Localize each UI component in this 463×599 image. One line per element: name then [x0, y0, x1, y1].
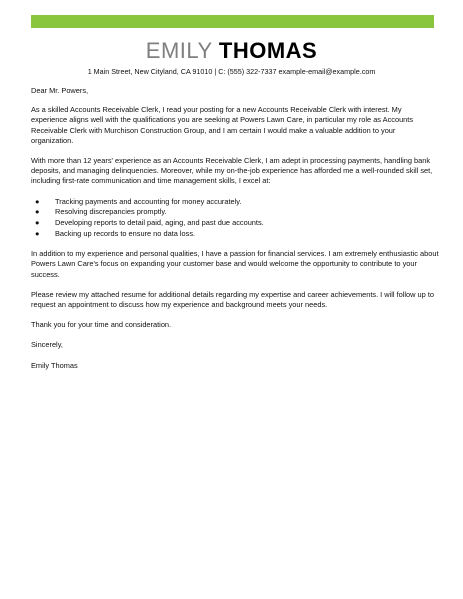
list-item-text: Backing up records to ensure no data loss. — [55, 229, 196, 239]
skills-list — [31, 197, 439, 240]
paragraph-follow-up: Please review my attached resume for additional details regarding my expertise and career achievements. I will follow up to request an appointment to discuss how my experience and background meets your needs. — [31, 289, 434, 310]
list-item — [31, 218, 439, 228]
closing: Sincerely, — [31, 340, 63, 350]
bullet-icon: ● — [35, 207, 40, 217]
list-item — [31, 229, 439, 239]
letter-body — [31, 86, 439, 381]
bullet-icon: ● — [35, 218, 40, 228]
list-item-text: Developing reports to detail paid, aging, and past due accounts. — [55, 218, 264, 228]
list-item — [31, 207, 439, 217]
contact-info: 1 Main Street, New Cityland, CA 91010 | C: (555) 322-7337 example-email@example.com — [87, 67, 376, 76]
bullet-icon: ● — [35, 196, 40, 206]
first-name: EMILY — [145, 38, 213, 63]
paragraph-experience: With more than 12 years' experience as an Accounts Receivable Clerk, I am adept in processing payments, handling bank deposits, and managing delinquencies. Moreover, while my on-the-job experience has afforded me a well-rounded skill set, including first-rate communication and time management skills, I excel at: — [31, 156, 433, 186]
last-name: THOMAS — [218, 38, 318, 63]
list-item — [31, 197, 439, 207]
paragraph-thanks: Thank you for your time and consideration. — [31, 320, 172, 330]
paragraph-intro: As a skilled Accounts Receivable Clerk, I read your posting for a new Accounts Receivable Clerk with interest. My experience aligns well with the qualifications you are seeking at Powers Lawn Care, in particular my role as Accounts Receivable Clerk with Murchison Construction Group, and I am certain I would make a valuable addition to your organization. — [31, 105, 414, 145]
signature-name: Emily Thomas — [31, 360, 78, 370]
list-item-text: Tracking payments and accounting for money accurately. — [55, 196, 242, 206]
salutation: Dear Mr. Powers, — [31, 86, 89, 95]
applicant-name — [0, 38, 463, 64]
bullet-icon: ● — [35, 229, 40, 239]
header-accent-bar — [31, 15, 434, 28]
paragraph-passion: In addition to my experience and personal qualities, I have a passion for financial services. I am extremely enthusiastic about Powers Lawn Care's focus on expanding your customer base and would welcome the opportunity to contribute to your success. — [31, 249, 439, 279]
list-item-text: Resolving discrepancies promptly. — [55, 207, 167, 217]
